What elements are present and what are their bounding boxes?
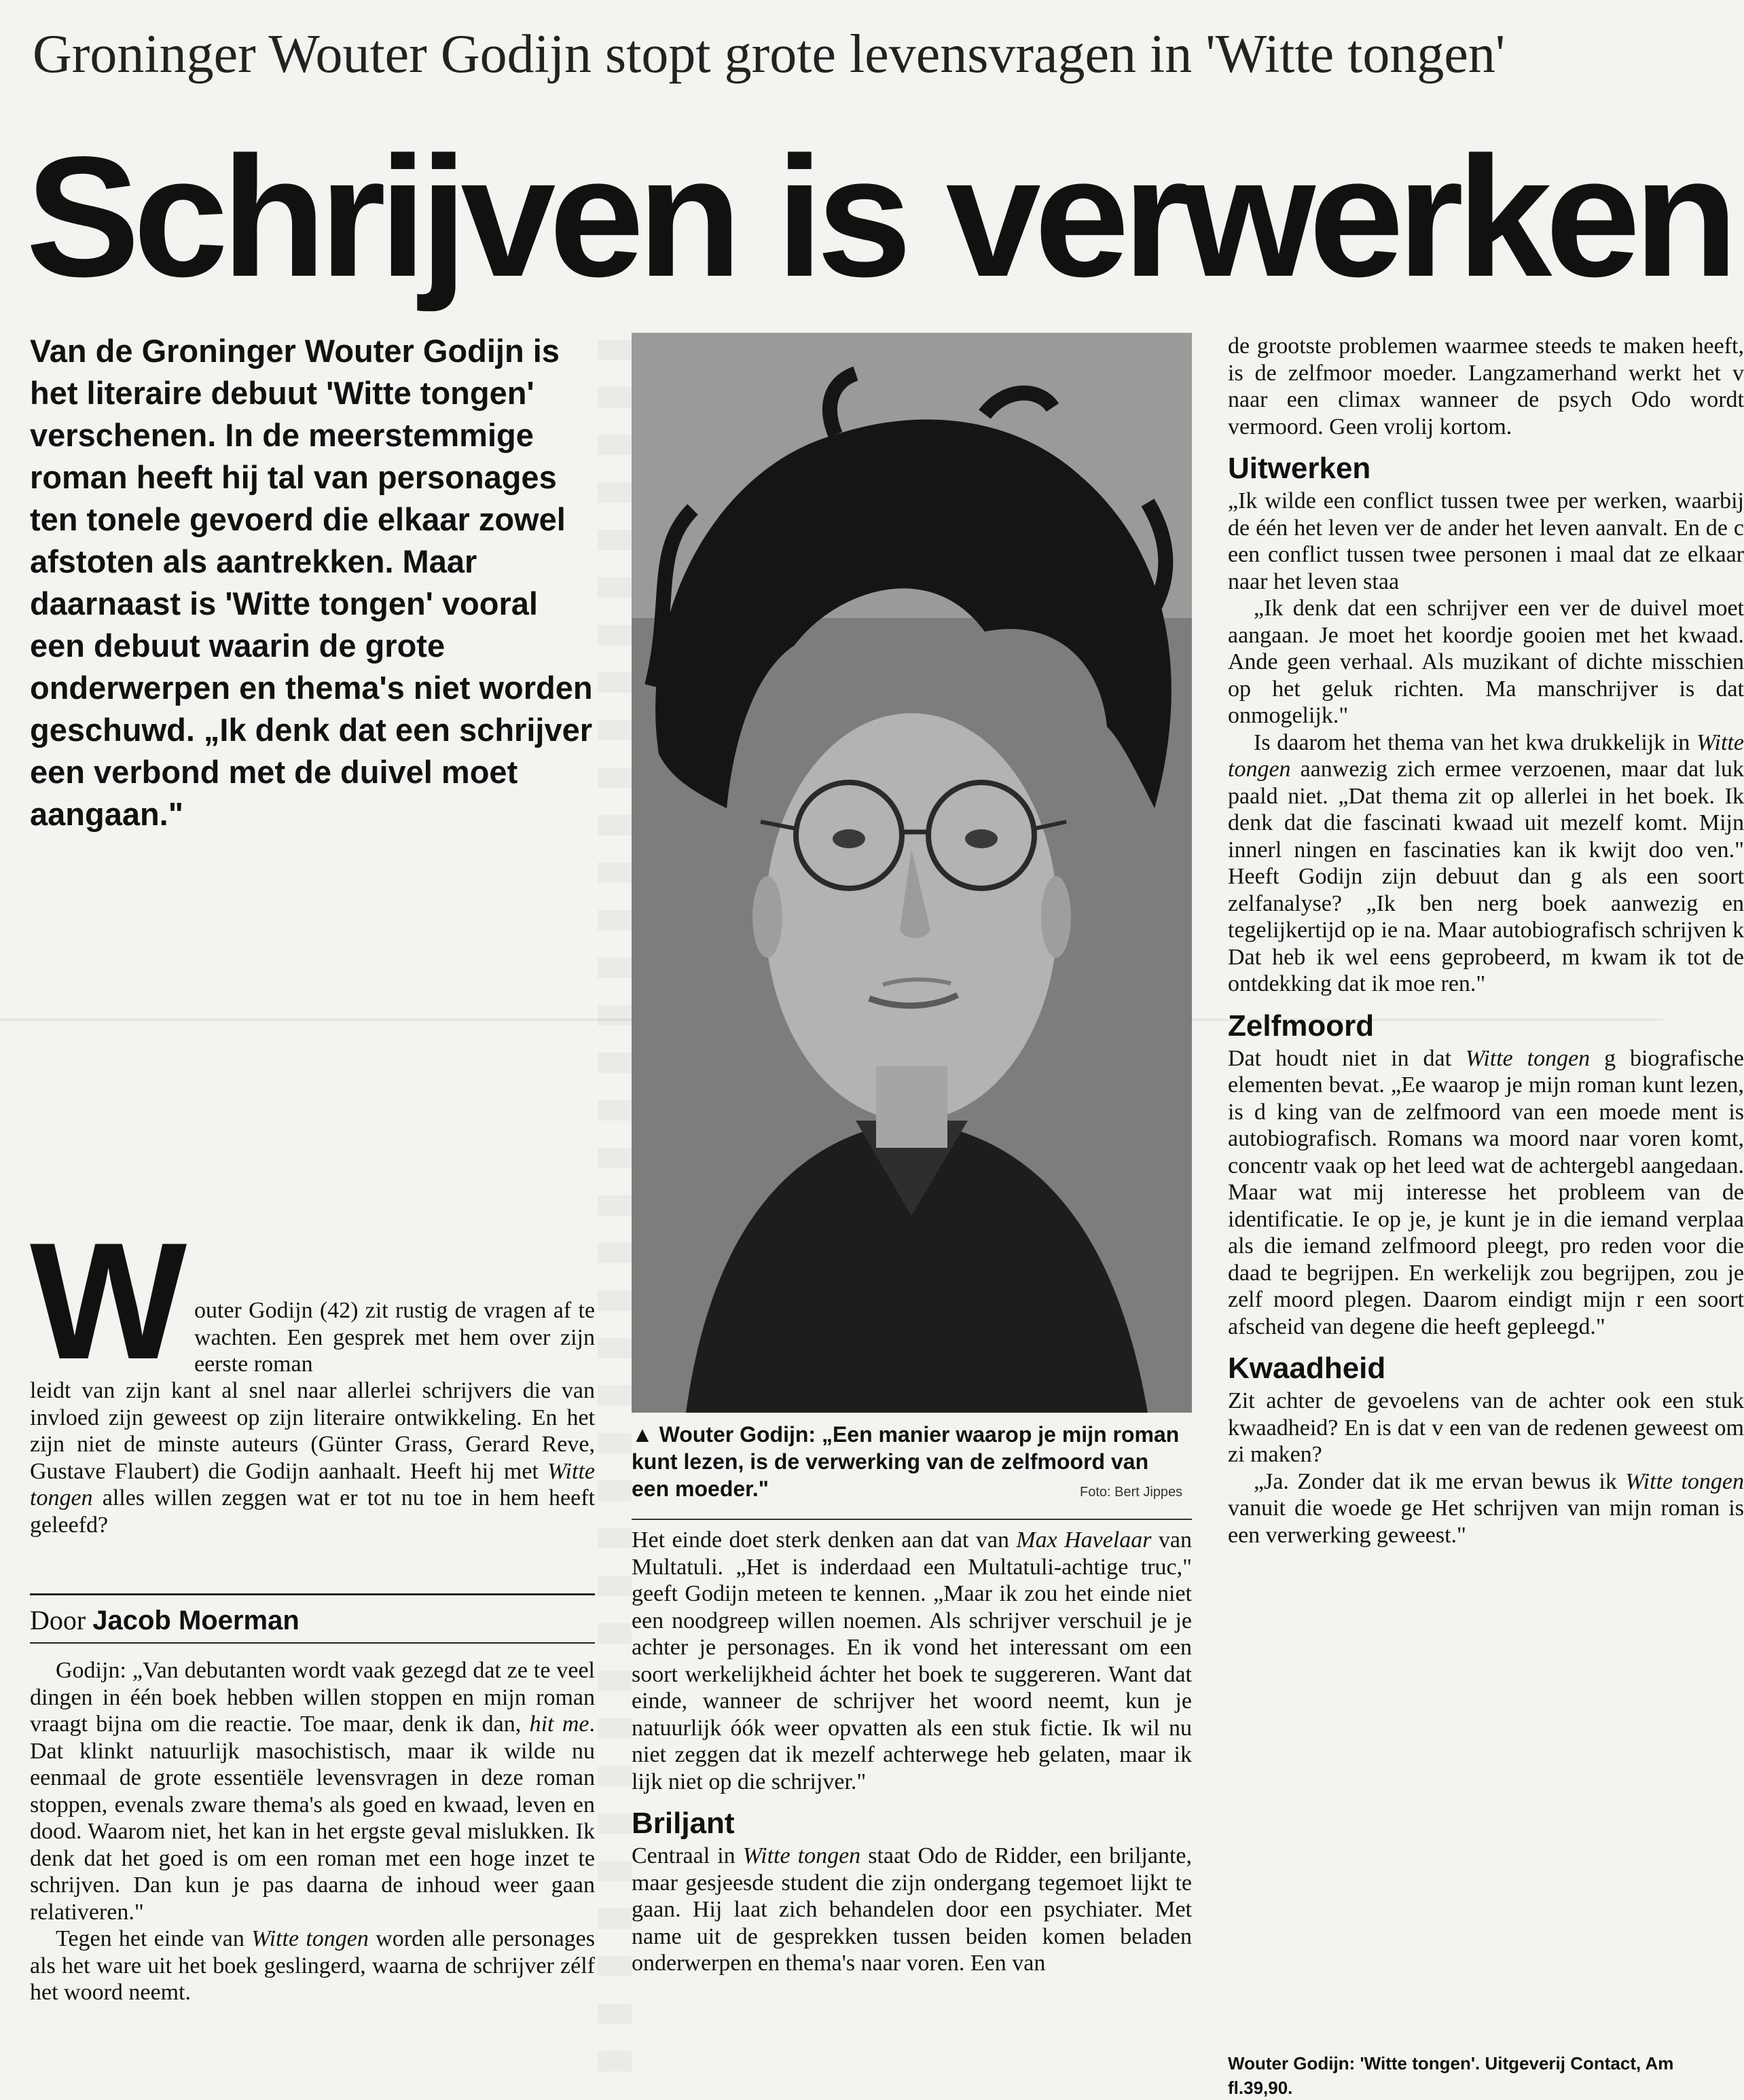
byline — [30, 1603, 595, 1638]
intro-paragraph — [30, 330, 594, 835]
col3-p3b: aanwezig zich ermee verzoenen, maar dat luk paald niet. „Dat thema zit op allerlei in het boek. Ik denk dat die fascinati kwaad uit mezelf komt. Mijn innerl ningen en fascinaties kan ik kwijt doo ven." Heeft Godijn zijn debuut dan g als een soort zelfanalyse? „Ik ben nerg boek aanwezig en tegelijkertijd op ie na. Maar autobiografisch schrijven k Dat heb ik wel eens geprobeerd, m kwam ik tot de ontdekking dat ik moe ren." — [1228, 757, 1744, 996]
lead-first-lines — [194, 1297, 595, 1378]
headline: Schrijven is verwerken — [26, 122, 1732, 312]
portrait-illustration — [632, 333, 1192, 1413]
subhead-kwaadheid: Kwaadheid — [1228, 1352, 1386, 1385]
col1-p2-italic: Witte tongen — [251, 1926, 369, 1951]
col2-p1b: van Multatuli. „Het is inderdaad een Multatuli-achtige truc," geeft Godijn meteen te kennen. „Maar ik zou het einde niet een noodgreep willen noemen. Als schrijver verschuil je je achter je personages. En ik vond het interessant om een soort werkelijkheid áchter het boek te suggereren. Want dat einde, wanneer de schrijver het woord neemt, kun je natuurlijk óók weer opvatten als een stuk fictie. Ik wil nu niet zeggen dat ik mezelf achterwege heb gelaten, maar ik lijk niet op die schrijver." — [632, 1527, 1192, 1794]
col1-p1a: Godijn: „Van debutanten wordt vaak gezegd dat ze te veel dingen in één boek hebben willen stoppen en mijn roman vraagt bijna om die reactie. Toe maar, denk ik dan, — [30, 1658, 595, 1737]
col3-p3 — [1228, 729, 1744, 998]
lead-rest — [30, 1377, 595, 1538]
photo-credit: Foto: Bert Jippes — [1080, 1485, 1183, 1500]
caption-lead: ▲ Wouter Godijn: — [632, 1422, 816, 1447]
lead-first-text: outer Godijn (42) zit rustig de vragen af te wachten. Een gesprek met hem over zijn eerste roman — [194, 1298, 595, 1377]
col3-p4b: g biografische elementen bevat. „Ee waarop je mijn roman kunt lezen, is d king van de zelfmoord van een moede ment is autobiografisch. Romans wa moord naar voren komt, concentr vaak op het leed wat de achtergebl aangedaan. Maar wat mij interesse het probleem van de identificatie. Ie op je, je kunt je in die iemand verplaa als die iemand zelfmoord pleegt, pro reden voor die daad te begrijpen. En werkelijk zou begrijpen, zou je zelf moord plegen. Daarom eindigt mijn r een soort afscheid van degene die heeft gepleegd." — [1228, 1045, 1744, 1339]
intro-text: Van de Groninger Wouter Godijn is het literaire debuut 'Witte tongen' verschenen. In de meerstemmige roman heeft hij tal van personages ten tonele gevoerd die elkaar zowel afstoten als aantrekken. Maar daarnaast is 'Witte tongen' vooral een debuut waarin de grote onderwerpen en thema's niet worden geschuwd. „Ik denk dat een schrijver een verbond met de duivel moet aangaan." — [30, 333, 593, 832]
column-2-rule — [632, 1519, 1192, 1520]
col2-p2b: staat Odo de Ridder, een briljante, maar gesjeesde student die zijn ondergang tegemoet lijkt te gaan. Hij laat zich behandelen door een psychiater. Met name uit de gesprekken tussen beiden komen beladen onderwerpen en thema's naar voren. Een van — [632, 1843, 1192, 1976]
byline-prefix: Door — [30, 1605, 86, 1635]
col3-p4a: Dat houdt niet in dat — [1228, 1045, 1466, 1071]
lead-rest-text: leidt van zijn kant al snel naar allerlei schrijvers die van invloed zijn geweest op zijn literaire ontwikkeling. En het zijn niet de minste auteurs (Günter Grass, Gerard Reve, Gustave Flaubert) die Godijn aanhaalt. Heeft hij met — [30, 1378, 595, 1484]
col3-p6a: „Ja. Zonder dat ik me ervan bewus ik — [1254, 1468, 1626, 1494]
subhead-zelfmoord: Zelfmoord — [1228, 1009, 1375, 1043]
bleed-through-shadow — [598, 340, 632, 2071]
col2-paragraph-2 — [632, 1843, 1192, 1977]
subhead-briljant: Briljant — [632, 1807, 735, 1840]
col2-p2-italic: Witte tongen — [742, 1843, 861, 1868]
col3-p3a: Is daarom het thema van het kwa drukkelijk in — [1254, 729, 1697, 755]
col3-p6b: vanuit die woede ge Het schrijven van mijn roman is een verwerking geweest." — [1228, 1496, 1744, 1548]
author-portrait-photo — [632, 333, 1192, 1413]
col1-p2a: Tegen het einde van — [56, 1926, 252, 1951]
col1-paragraph-1 — [30, 1657, 595, 1925]
column-3-body — [1228, 333, 1744, 1549]
col2-paragraph-1 — [632, 1527, 1192, 1795]
caption-text: „Een manier waarop je mijn roman kunt lezen, is de verwerking van de zelfmoord van een moeder." — [632, 1422, 1180, 1501]
lead-rest-end: alles willen zeggen wat er tot nu toe in hem heeft geleefd? — [30, 1485, 595, 1538]
col1-paragraph-2 — [30, 1925, 595, 2006]
column-2-body — [632, 1527, 1192, 1977]
col3-p5: Zit achter de gevoelens van de achter ook een stuk kwaadheid? En is dat v een van de redenen geweest om zi maken? — [1228, 1388, 1744, 1467]
col2-p1-italic: Max Havelaar — [1016, 1527, 1152, 1553]
col1-p2b: worden alle personages als het ware uit het boek geslingerd, waarna de schrijver zélf het woord neemt. — [30, 1926, 595, 2005]
col3-p6 — [1228, 1468, 1744, 1549]
kicker: Groninger Wouter Godijn stopt grote levensvragen in 'Witte tongen' — [33, 24, 1506, 84]
column-1-body — [30, 1657, 595, 2006]
col3-p3-italic: Witte tongen — [1228, 729, 1744, 782]
col3-p4-italic: Witte tongen — [1465, 1045, 1591, 1071]
footer-line-2: fl.39,90. — [1228, 2078, 1293, 2098]
col2-p2a: Centraal in — [632, 1843, 743, 1868]
drop-cap: W — [30, 1208, 187, 1394]
col3-p4 — [1228, 1045, 1744, 1341]
book-info-footer — [1228, 2051, 1674, 2100]
byline-author: Jacob Moerman — [92, 1606, 299, 1635]
byline-rule-top — [30, 1593, 595, 1595]
col3-p6-italic: Witte tongen — [1625, 1468, 1744, 1494]
col1-p1-italic: hit me — [529, 1712, 589, 1737]
col3-p2: „Ik denk dat een schrijver een ver de duivel moet aangaan. Je moet het koordje gooien met het kwaad. Ande geen verhaal. Als muzikant of dichte misschien op het geluk richten. Ma manschrijver is dat onmogelijk." — [1228, 596, 1744, 728]
footer-line-1: Wouter Godijn: 'Witte tongen'. Uitgeverij Contact, Am — [1228, 2053, 1674, 2074]
col3-p1: „Ik wilde een conflict tussen twee per werken, waarbij de één het leven ver de ander het leven aanvalt. En de c een conflict tussen twee personen i maal dat ze elkaar naar het leven staa — [1228, 488, 1744, 594]
lead-rest-italic: Witte tongen — [30, 1458, 595, 1510]
byline-rule-bottom — [30, 1642, 595, 1644]
col3-p0: de grootste problemen waarmee steeds te maken heeft, is de zelfmoor moeder. Langzamerhand werkt het v naar een climax wanneer de psych Odo wordt vermoord. Geen vrolij kortom. — [1228, 333, 1744, 439]
column-3 — [1228, 333, 1744, 2044]
subhead-uitwerken: Uitwerken — [1228, 452, 1371, 485]
col2-p1a: Het einde doet sterk denken aan dat van — [632, 1527, 1017, 1553]
col1-p1b: . Dat klinkt natuurlijk masochistisch, maar ik wilde nu eenmaal de grote essentiële levensvragen in deze roman stoppen, evenals zware thema's als goed en kwaad, leven en dood. Waarom niet, het kan in het ergste geval mislukken. Ik denk dat het goed is om een roman met een hoge inzet te schrijven. Dan kun je pas daarna de inhoud weer gaan relativeren." — [30, 1712, 595, 1925]
